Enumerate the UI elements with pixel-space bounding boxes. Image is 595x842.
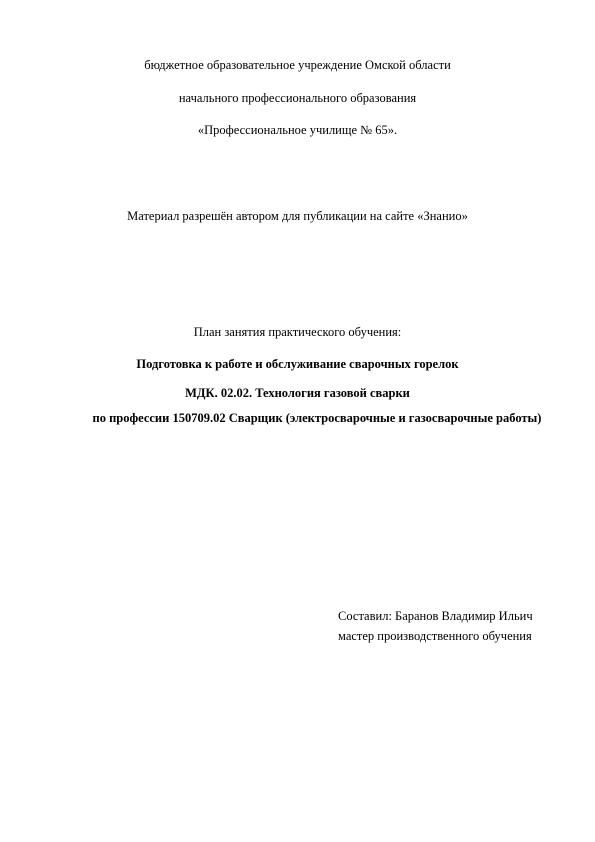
author-name: Составил: Баранов Владимир Ильич (338, 609, 533, 623)
author-role: мастер производственного обучения (338, 629, 532, 643)
profession-line: по профессии 150709.02 Сварщик (электросварочные и газосварочные работы) (92, 411, 542, 425)
course-title: МДК. 02.02. Технология газовой сварки (185, 386, 410, 400)
institution-name: «Профессиональное училище № 65». (197, 123, 398, 137)
plan-label: План занятия практического обучения: (193, 325, 402, 339)
lesson-topic: Подготовка к работе и обслуживание сварочных горелок (136, 357, 459, 371)
permission-note: Материал разрешён автором для публикации на сайте «Знанио» (127, 209, 468, 223)
institution-line-2: начального профессионального образования (178, 91, 417, 105)
institution-line-1: бюджетное образовательное учреждение Омской области (144, 58, 451, 72)
